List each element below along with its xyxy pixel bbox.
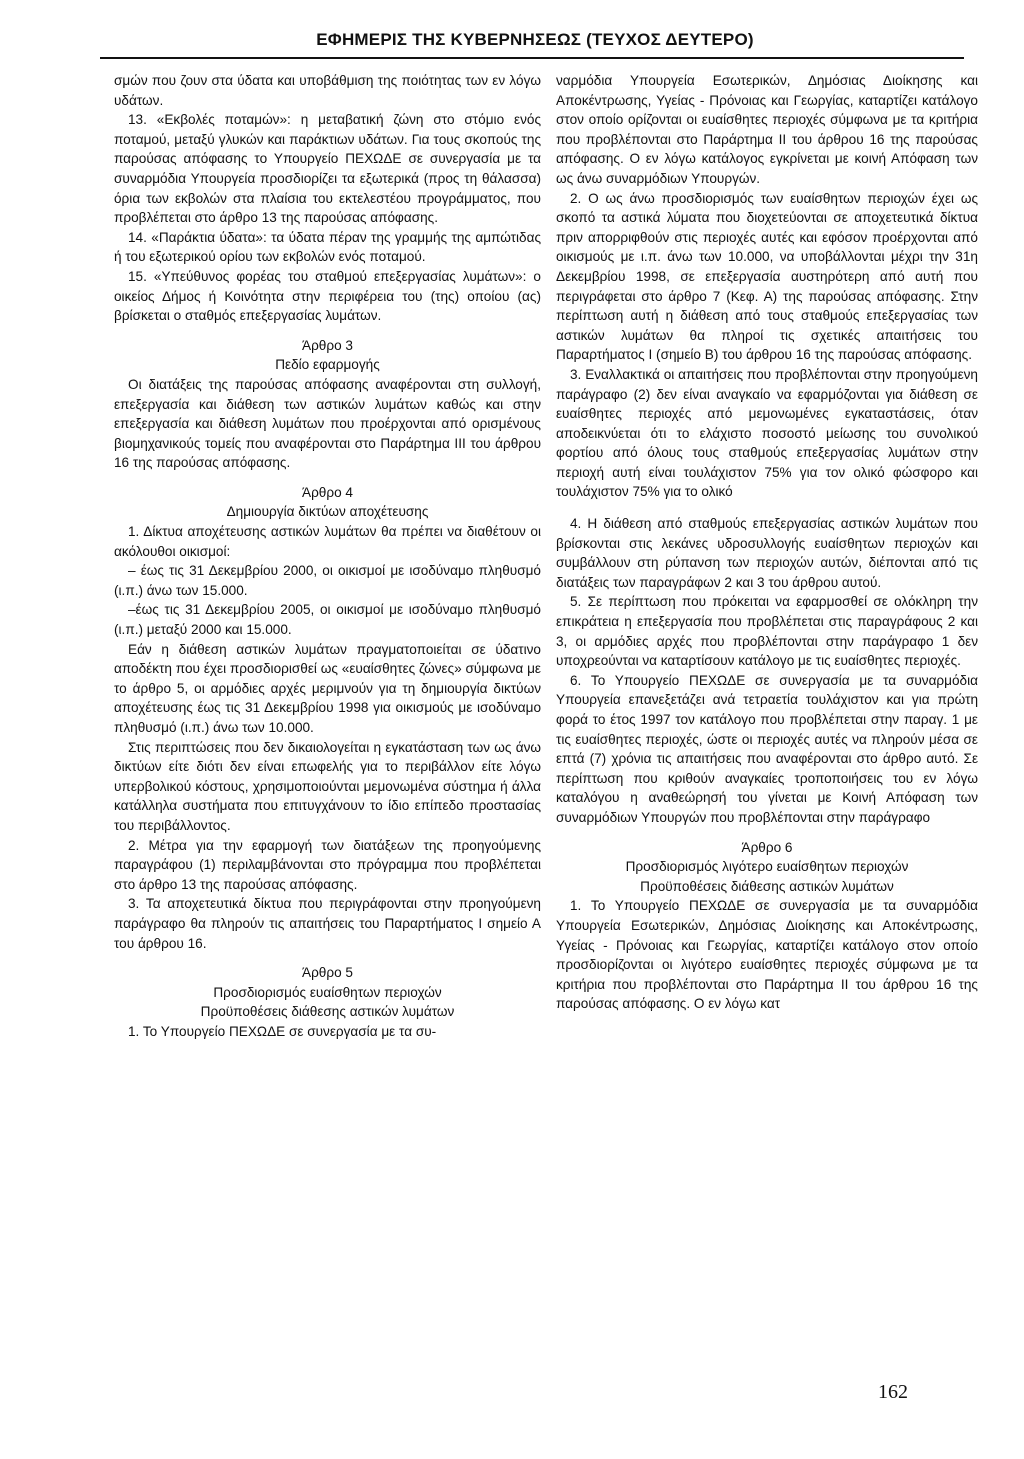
- paragraph: 2. Μέτρα για την εφαρμογή των διατάξεων της προηγούμενης παραγράφου (1) περιλαμβάνονται στο πρόγραμμα που προβλέπεται στο άρθρο 13 της παρούσας απόφασης.: [114, 837, 541, 892]
- paragraph: ναρμόδια Υπουργεία Εσωτερικών, Δημόσιας Διοίκησης και Αποκέντρωσης, Υγείας - Πρόνοιας και Γεωργίας, καταρτίζει κατάλογο στον οποίο ορίζονται οι ευαίσθητες περιοχές σύμφωνα με τα κριτήρια που προβλέπονται στο Παράρτημα II του άρθρου 16 της παρούσας απόφασης. Ο εν λόγω κατάλογος εγκρίνεται με κοινή Απόφαση των ως άνω συναρμόδιων Υπουργών.: [556, 73, 978, 186]
- gazette-header: ΕΦΗΜΕΡΙΣ ΤΗΣ ΚΥΒΕΡΝΗΣΕΩΣ (ΤΕΥΧΟΣ ΔΕΥΤΕΡΟ): [316, 30, 754, 49]
- blank-gap: [556, 502, 978, 514]
- paragraph: 1. Δίκτυα αποχέτευσης αστικών λυμάτων θα πρέπει να διαθέτουν οι ακόλουθοι οικισμοί:: [114, 524, 541, 559]
- paragraph: 1. Το Υπουργείο ΠΕΧΩΔΕ σε συνεργασία με τα συ-: [128, 1023, 437, 1039]
- article-5-title: Άρθρο 5: [302, 965, 353, 981]
- paragraph: 6. Το Υπουργείο ΠΕΧΩΔΕ σε συνεργασία με τα συναρμόδια Υπουργεία επανεξετάζει ανά τετραετία τουλάχιστον και για πρώτη φορά το έτος 1997 τον κατάλογο που προβλέπεται στην παραγ. 1 με τις ευαίσθητες περιοχές, ώστε οι περιοχές αυτές να πληρούν μέσα σε επτά (7) χρόνια τις απαιτήσεις που αναφέρονται στο άρθρο αυτό. Σε περίπτωση που κριθούν αναγκαίες τροποποιήσεις του εν λόγω καταλόγου η αναθεώρησή του γίνεται με Κοινή Απόφαση των συναρμόδιων Υπουργών που προβλέπονται στην παράγραφο: [556, 672, 978, 825]
- paragraph: 3. Εναλλακτικά οι απαιτήσεις που προβλέπονται στην προηγούμενη παράγραφο (2) δεν είναι αναγκαίο να εφαρμόζονται για διάθεση σε ευαίσθητες περιοχές από μεμονωμένες εγκαταστάσεις, όταν αποδεικνύεται ότι το ελάχιστο ποσοστό μείωσης του συνολικού φορτίου από όλους τους σταθμούς επεξεργασίας λυμάτων στην περιοχή αυτή είναι τουλάχιστον 75% για τον ολικό φώσφορο και τουλάχιστον 75% για το ολικό: [556, 366, 978, 500]
- article-6-subtitle: Προϋποθέσεις διάθεσης αστικών λυμάτων: [640, 878, 894, 894]
- article-4-title: Άρθρο 4: [302, 484, 353, 500]
- paragraph: 15. «Υπεύθυνος φορέας του σταθμού επεξεργασίας λυμάτων»: ο οικείος Δήμος ή Κοινότητα στην περιφέρεια του (της) οποίου (ας) βρίσκεται ο σταθμός επεξεργασίας λυμάτων.: [114, 268, 541, 324]
- paragraph: 3. Τα αποχετευτικά δίκτυα που περιγράφονται στην προηγούμενη παράγραφο θα πληρούν τις απαιτήσεις του Παραρτήματος I σημείο Α του άρθρου 16.: [114, 896, 541, 951]
- paragraph: 2. Ο ως άνω προσδιορισμός των ευαίσθητων περιοχών έχει ως σκοπό τα αστικά λύματα που διοχετεύονται σε αποχετευτικά δίκτυα πριν απορριφθούν στις περιοχές αυτές και εφόσον προέρχονται από οικισμούς με ι.π. άνω των 10.000, να υποβάλλονται μέχρι την 31η Δεκεμβρίου 1998, σε επεξεργασία αυστηρότερη από αυτή που περιγράφεται στο άρθρο 7 (Κεφ. Α) της παρούσας απόφασης. Στην περίπτωση αυτή η διάθεση από τους σταθμούς επεξεργασίας των αστικών λυμάτων θα πληροί τις σχετικές απαιτήσεις του Παραρτήματος I (σημείο Β) του άρθρου 16 της παρούσας απόφασης.: [556, 190, 978, 363]
- article-5-subtitle: Προσδιορισμός ευαίσθητων περιοχών: [213, 984, 442, 1000]
- paragraph: 13. «Εκβολές ποταμών»: η μεταβατική ζώνη στο στόμιο ενός ποταμού, μεταξύ γλυκών και παράκτιων υδάτων. Για τους σκοπούς της παρούσας απόφασης το Υπουργείο ΠΕΧΩΔΕ σε συνεργασία με τα συναρμόδια Υπουργεία προσδιορίζει τα εξωτερικά (προς τη θάλασσα) όρια των εκβολών στα πλαίσια του εκτελεστέου προγράμματος, που προβλέπεται στο άρθρο 13 της παρούσας απόφασης.: [114, 112, 541, 226]
- header-rule: [100, 57, 964, 59]
- paragraph: σμών που ζουν στα ύδατα και υποβάθμιση της ποιότητας των εν λόγω υδάτων.: [114, 73, 541, 108]
- paragraph: 14. «Παράκτια ύδατα»: τα ύδατα πέραν της γραμμής της αμπώτιδας ή του εξωτερικού ορίου των εκβολών ενός ποταμού.: [114, 229, 541, 265]
- right-column: [556, 71, 978, 1014]
- article-6-subtitle: Προσδιορισμός λιγότερο ευαίσθητων περιοχών: [625, 859, 909, 875]
- article-5-subtitle: Προϋποθέσεις διάθεσης αστικών λυμάτων: [200, 1004, 455, 1020]
- paragraph: Στις περιπτώσεις που δεν δικαιολογείται η εγκατάσταση των ως άνω δικτύων είτε διότι δεν είναι επωφελής για το περιβάλλον είτε λόγω υπερβολικού κόστους, χρησιμοποιούνται μεμονωμένα σύστημα ή άλλα κατάλληλα συστήματα που επιτυγχάνουν το ίδιο επίπεδο προστασίας του περιβάλλοντος.: [114, 739, 541, 833]
- left-column: [114, 71, 541, 1042]
- article-3-title: Άρθρο 3: [302, 337, 353, 353]
- paragraph: Εάν η διάθεση αστικών λυμάτων πραγματοποιείται σε ύδατινο αποδέκτη που έχει προσδιορισθεί ως «ευαίσθητες ζώνες» σύμφωνα με το άρθρο 5, οι αρμόδιες αρχές μεριμνούν για τη δημιουργία δικτύων αποχέτευσης έως τις 31 Δεκεμβρίου 1998 για οικισμούς με ισοδύναμο πληθυσμό (ι.π.) άνω των 10.000.: [114, 641, 541, 735]
- article-4-subtitle: Δημιουργία δικτύων αποχέτευσης: [226, 504, 429, 520]
- article-6-title: Άρθρο 6: [741, 839, 793, 855]
- page-number: 162: [878, 1381, 908, 1403]
- paragraph: – έως τις 31 Δεκεμβρίου 2000, οι οικισμοί με ισοδύναμο πληθυσμό (ι.π.) άνω των 15.000.: [114, 563, 541, 598]
- paragraph: 1. Το Υπουργείο ΠΕΧΩΔΕ σε συνεργασία με τα συναρμόδια Υπουργεία Εσωτερικών, Δημόσιας Διοίκησης και Αποκέντρωσης, Υγείας - Πρόνοιας και Γεωργίας, καταρτίζει κατάλογο στον οποίο προσδιορίζονται οι λιγότερο ευαίσθητες περιοχές σύμφωνα με τα κριτήρια που προβλέπονται στο Παράρτημα II του άρθρου 16 της παρούσας απόφασης. Ο εν λόγω κατ: [556, 898, 978, 1012]
- paragraph: 4. Η διάθεση από σταθμούς επεξεργασίας αστικών λυμάτων που βρίσκονται στις λεκάνες υδροσυλλογής ευαίσθητων περιοχών και συμβάλλουν στη ρύπανση των περιοχών αυτών, διέπονται από τις διατάξεις των παραγράφων 2 και 3 του άρθρου αυτού.: [556, 516, 978, 590]
- paragraph: 5. Σε περίπτωση που πρόκειται να εφαρμοσθεί σε ολόκληρη την επικράτεια η επεξεργασία που προβλέπεται στις παραγράφους 2 και 3, οι αρμόδιες αρχές που προβλέπονται στην παράγραφο 1 δεν υποχρεούνται να καταρτίσουν κατάλογο με τις ευαίσθητες περιοχές.: [556, 594, 978, 669]
- paragraph: Οι διατάξεις της παρούσας απόφασης αναφέρονται στη συλλογή, επεξεργασία και διάθεση των αστικών λυμάτων καθώς και στην επεξεργασία και διάθεση λυμάτων που προέρχονται από ορισμένους βιομηχανικούς τομείς που αναφέρονται στο Παράρτημα III του άρθρου 16 της παρούσας απόφασης.: [114, 376, 541, 471]
- article-3-subtitle: Πεδίο εφαρμογής: [275, 357, 380, 373]
- paragraph: –έως τις 31 Δεκεμβρίου 2005, οι οικισμοί με ισοδύναμο πληθυσμό (ι.π.) μεταξύ 2000 και 15.000.: [114, 602, 541, 638]
